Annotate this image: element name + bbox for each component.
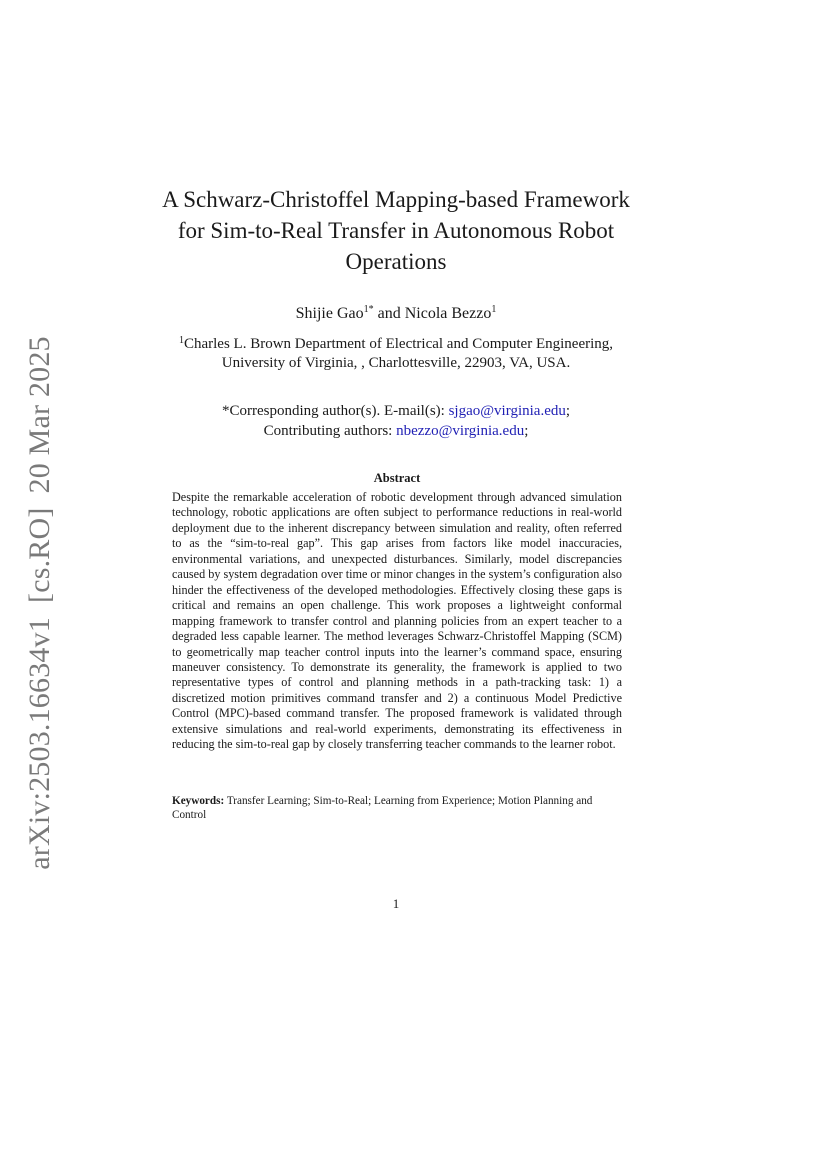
author-name: Shijie Gao (295, 305, 364, 322)
keywords-text: Transfer Learning; Sim-to-Real; Learning from Experience; Motion Planning and Control (172, 795, 593, 821)
author-affiliation-marker: 1* (363, 304, 374, 315)
arxiv-category: [cs.RO] (23, 507, 56, 603)
correspondence-block (130, 401, 662, 441)
corresponding-label: *Corresponding author(s). E-mail(s): (221, 403, 445, 419)
contributing-label: Contributing authors: (263, 423, 393, 439)
contributing-email-link[interactable]: nbezzo@virginia.edu (396, 423, 525, 439)
author-connector: and (377, 305, 401, 322)
affiliation-line-1: Charles L. Brown Department of Electrical and Computer Engineering, (183, 336, 614, 352)
affiliation-marker: 1 (178, 335, 184, 346)
page-number: 1 (392, 896, 400, 911)
punctuation: ; (524, 423, 529, 439)
title-line-1: A Schwarz-Christoffel Mapping-based Framework (162, 187, 630, 212)
abstract-heading: Abstract (373, 471, 421, 485)
author-name: Nicola Bezzo (404, 305, 492, 322)
keywords-label: Keywords: (172, 795, 225, 807)
arxiv-id: arXiv:2503.16634v1 (23, 616, 56, 870)
affiliation-line-2: University of Virginia, , Charlottesville, 22903, VA, USA. (221, 355, 571, 371)
punctuation: ; (565, 403, 571, 419)
keywords-section (172, 794, 622, 822)
paper-title (130, 184, 662, 277)
affiliation (130, 331, 662, 373)
abstract-text: Despite the remarkable acceleration of robotic development through advanced simulation technology, robotic applications are often subject to performance reductions in real-world deployment due to the inherent discrepancy between simulation and reality, often referred to as the “sim-to-real gap”. This gap arises from factors like model inaccuracies, environmental variations, and unexpected disturbances. Similarly, model discrepancies caused by system degradation over time or minor changes in the system’s configuration also hinder the effectiveness of the developed methodologies. Effectively closing these gaps is critical and remains an open challenge. This work proposes a lightweight conformal mapping framework to transfer control and planning policies from an expert teacher to a degraded less capable learner. The method leverages Schwarz-Christoffel Mapping (SCM) to geometrically map teacher control inputs into the learner’s command space, ensuring maneuver consistency. To demonstrate its generality, the framework is applied to two representative types of control and planning methods in a path-tracking task: 1) a discretized motion primitives command transfer and 2) a continuous Model Predictive Control (MPC)-based command transfer. The proposed framework is validated through extensive simulations and real-world experiments, demonstrating its effectiveness in reducing the sim-to-real gap by closely transferring teacher commands to the learner robot. (172, 490, 622, 752)
arxiv-date: 20 Mar 2025 (23, 336, 56, 494)
author-list (130, 300, 662, 324)
author-affiliation-marker: 1 (491, 304, 497, 315)
corresponding-email-link[interactable]: sjgao@virginia.edu (448, 403, 566, 419)
arxiv-side-stamp (23, 336, 57, 869)
title-line-2: for Sim-to-Real Transfer in Autonomous Robot (177, 218, 615, 243)
title-line-3: Operations (345, 249, 447, 274)
